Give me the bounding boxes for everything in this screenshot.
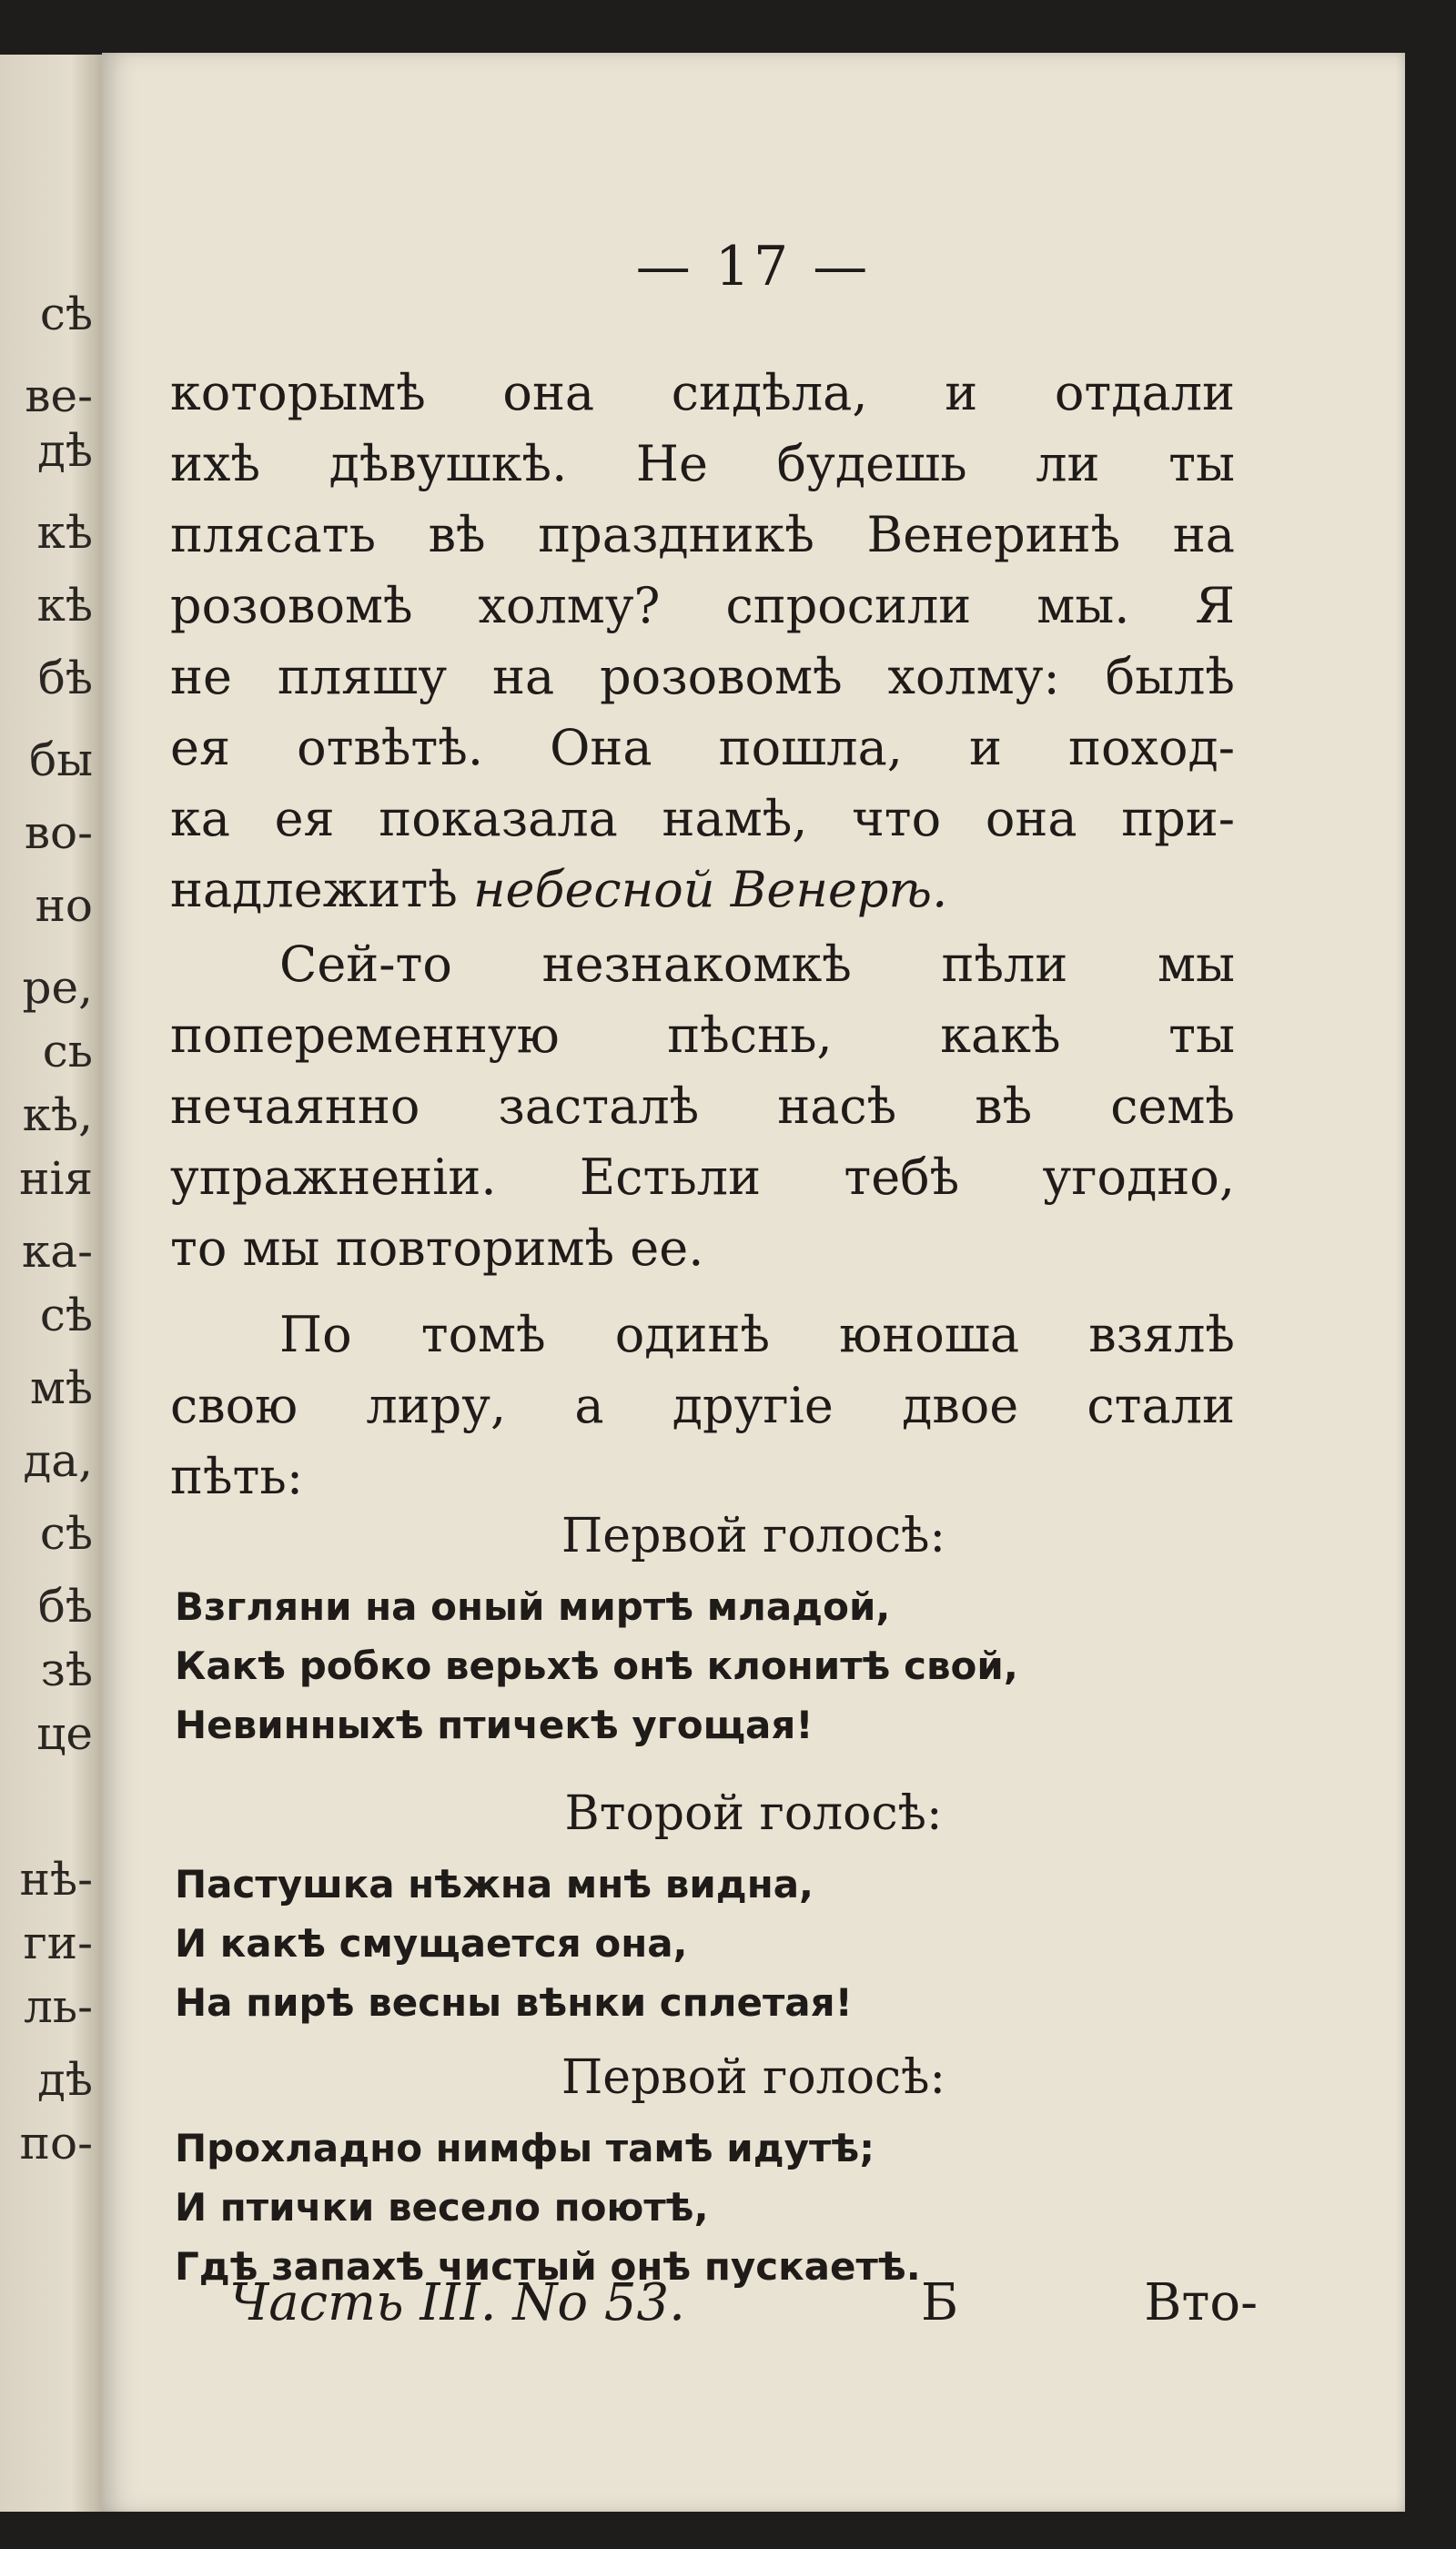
verse-line: На пирѣ весны вѣнки сплетая! xyxy=(175,1980,853,2025)
text-plain: надлежитѣ xyxy=(170,861,458,918)
left-page-text-fragment: сѣ xyxy=(39,1289,93,1341)
text-line: не пляшу на розовомѣ холму: былѣ xyxy=(170,648,1235,705)
left-page-text-fragment: бѣ xyxy=(37,652,93,704)
part-number: Часть III. No 53. xyxy=(229,2273,685,2332)
text-line: попеременную пѣснь, какѣ ты xyxy=(170,1006,1235,1064)
left-page-text-fragment: но xyxy=(35,879,93,932)
left-page-text-fragment: ги- xyxy=(23,1917,93,1969)
verse-line: И птички весело поютѣ, xyxy=(175,2185,709,2230)
paragraph-3 xyxy=(170,1300,1235,1512)
left-page-text-fragment: ль- xyxy=(24,1980,93,2033)
voice-heading: Первой голосѣ: xyxy=(561,1509,946,1563)
text-line: нечаянно засталѣ насѣ вѣ семѣ xyxy=(170,1077,1235,1135)
verse-line: Невинныхѣ птичекѣ угощая! xyxy=(175,1703,814,1747)
text-line: упражненіи. Естьли тебѣ угодно, xyxy=(170,1148,1235,1206)
stanza-3 xyxy=(175,2119,1221,2296)
text-line: По томѣ одинѣ юноша взялѣ xyxy=(279,1306,1235,1363)
verse-line: Взгляни на оный миртѣ младой, xyxy=(175,1584,891,1629)
left-page-text-fragment: нія xyxy=(19,1152,93,1205)
signature-mark: Б xyxy=(921,2273,959,2332)
left-page-text-fragment: бы xyxy=(29,733,93,786)
verse-line: Гдѣ запахѣ чистый онѣ пускаетѣ. xyxy=(175,2244,921,2289)
verse-line: Какѣ робко верьхѣ онѣ клонитѣ свой, xyxy=(175,1644,1018,1688)
stanza-2 xyxy=(175,1855,1221,2032)
verse-line: И какѣ смущается она, xyxy=(175,1921,688,1966)
left-page-text-fragment: сѣ xyxy=(39,288,93,340)
left-page-text-fragment: кѣ, xyxy=(22,1088,93,1141)
paragraph-2 xyxy=(170,929,1235,1284)
left-page-text-fragment: нѣ- xyxy=(19,1853,93,1906)
left-page-text-fragment: кѣ xyxy=(36,506,93,559)
left-page-fragment xyxy=(0,55,102,2512)
catchword: Вто- xyxy=(1144,2273,1258,2332)
left-page-text-fragment: во- xyxy=(24,806,93,859)
paragraph-1 xyxy=(170,358,1235,926)
left-page-text-fragment: ве- xyxy=(25,369,93,422)
left-page-text-fragment: сѣ xyxy=(39,1507,93,1560)
left-page-text-fragment: да, xyxy=(23,1434,93,1487)
text-line: ка ея показала намѣ, что она при- xyxy=(170,790,1235,847)
left-page-text-fragment: ре, xyxy=(22,961,93,1014)
left-page-text-fragment: по- xyxy=(19,2117,93,2170)
text-line: свою лиру, а другіе двое стали xyxy=(170,1377,1235,1434)
text-line: пѣть: xyxy=(170,1448,304,1505)
text-italic: небесной Венерѣ. xyxy=(472,861,948,918)
left-page-text-fragment: мѣ xyxy=(29,1361,93,1414)
book-page xyxy=(102,53,1405,2512)
text-line: то мы повторимѣ ее. xyxy=(170,1219,704,1277)
page-number: — 17 — xyxy=(635,235,872,298)
left-page-text-fragment: бѣ xyxy=(37,1580,93,1633)
text-line: плясать вѣ праздникѣ Венеринѣ на xyxy=(170,506,1235,563)
left-page-text-fragment: кѣ xyxy=(36,579,93,632)
text-line: которымѣ она сидѣла, и отдали xyxy=(170,364,1235,421)
text-line xyxy=(170,855,1235,926)
text-line: ихѣ дѣвушкѣ. Не будешь ли ты xyxy=(170,435,1235,492)
left-page-text-fragment: дѣ xyxy=(37,424,93,477)
stanza-1 xyxy=(175,1577,1221,1755)
left-page-text-fragment: зѣ xyxy=(40,1644,93,1696)
voice-heading: Первой голосѣ: xyxy=(561,2050,946,2105)
left-page-text-fragment: це xyxy=(36,1707,93,1760)
text-line: розовомѣ холму? спросили мы. Я xyxy=(170,577,1235,634)
voice-heading: Второй голосѣ: xyxy=(564,1786,943,1841)
left-page-text-fragment: дѣ xyxy=(37,2053,93,2106)
text-line: Сей-то незнакомкѣ пѣли мы xyxy=(279,936,1235,993)
left-page-text-fragment: ка- xyxy=(22,1225,93,1278)
text-line: ея отвѣтѣ. Она пошла, и поход- xyxy=(170,719,1235,776)
verse-line: Пастушка нѣжна мнѣ видна, xyxy=(175,1862,814,1907)
left-page-text-fragment: сь xyxy=(42,1025,93,1077)
verse-line: Прохладно нимфы тамѣ идутѣ; xyxy=(175,2126,875,2170)
